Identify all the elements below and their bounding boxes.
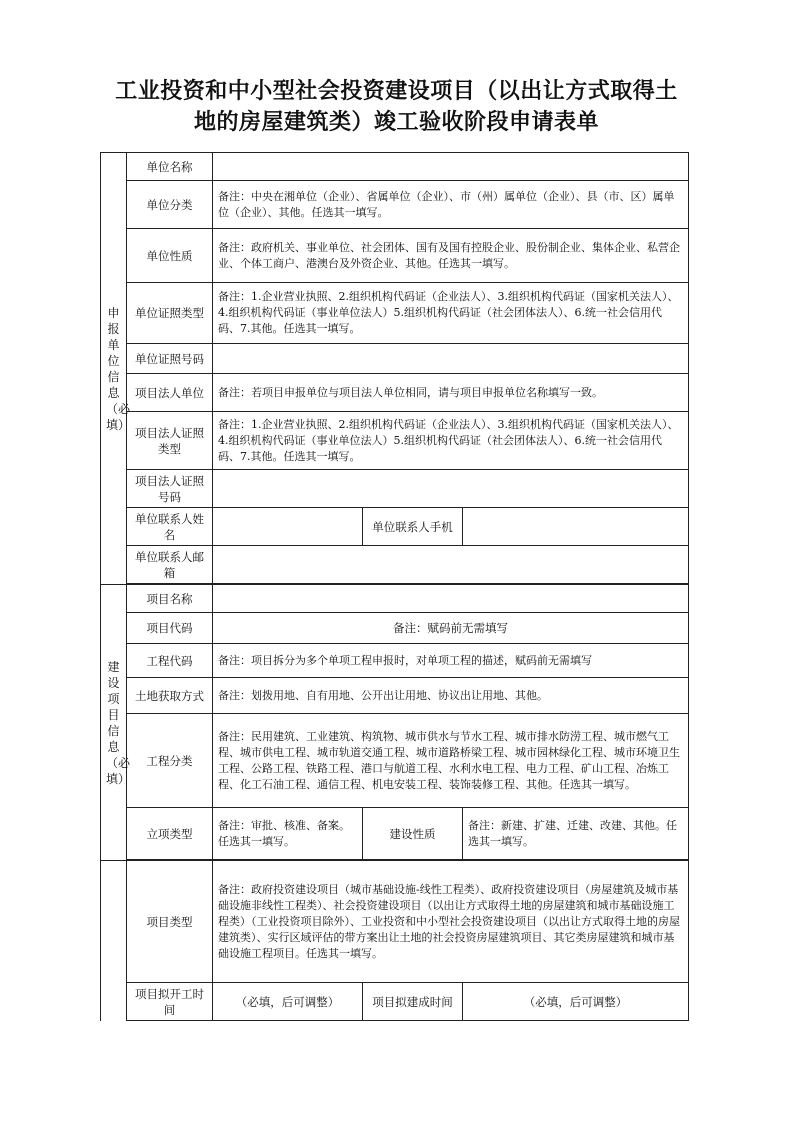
field-contact-email[interactable]: [213, 546, 689, 584]
row-unit-cert-type: [101, 283, 689, 344]
label-land-method: 土地获取方式: [127, 678, 213, 714]
field-engineering-category[interactable]: 备注：民用建筑、工业建筑、构筑物、城市供水与节水工程、城市排水防涝工程、城市燃气工程、城市供电工程、城市轨道交通工程、城市道路桥梁工程、城市园林绿化工程、城市环境卫生工程、公路工程、铁路工程、港口与航道工程、水利水电工程、电力工程、矿山工程、冶炼工程、化工石油工程、通信工程、机电安装工程、装饰装修工程、其他。任选其一填写。: [213, 714, 689, 808]
field-planned-start[interactable]: （必填，后可调整）: [213, 983, 363, 1021]
field-engineering-code[interactable]: 备注：项目拆分为多个单项工程申报时，对单项工程的描述，赋码前无需填写: [213, 644, 689, 678]
field-unit-cert-type[interactable]: 备注：1.企业营业执照、2.组织机构代码证（企业法人）、3.组织机构代码证（国家机关法人）、4.组织机构代码证（事业单位法人）5.组织机构代码证（社会团体法人）、6.统一社会信用代码、7.其他。任选其一填写。: [213, 283, 689, 344]
row-land-method: [101, 678, 689, 714]
label-planned-start: 项目拟开工时间: [127, 983, 213, 1021]
application-form-table: [100, 152, 689, 1021]
label-contact-phone: 单位联系人手机: [363, 508, 463, 546]
row-project-type: [101, 861, 689, 983]
row-project-name: [101, 585, 689, 613]
field-construction-nature[interactable]: 备注：新建、扩建、迁建、改建、其他。任选其一填写。: [463, 808, 689, 860]
field-unit-nature[interactable]: 备注：政府机关、事业单位、社会团体、国有及国有控股企业、股份制企业、集体企业、私营企业、个体工商户、港澳台及外资企业、其他。任选其一填写。: [213, 229, 689, 283]
row-legal-cert-no: [101, 470, 689, 508]
row-project-code: [101, 613, 689, 644]
row-legal-unit: [101, 374, 689, 412]
label-unit-cert-type: 单位证照类型: [127, 283, 213, 344]
group-label-blank: [101, 861, 127, 1021]
label-project-name: 项目名称: [127, 585, 213, 613]
row-contact: [101, 508, 689, 546]
title-line-1: 工业投资和中小型社会投资建设项目（以出让方式取得土: [115, 79, 678, 104]
label-contact-name: 单位联系人姓名: [127, 508, 213, 546]
label-unit-category: 单位分类: [127, 181, 213, 229]
row-engineering-category: [101, 714, 689, 808]
label-engineering-category: 工程分类: [127, 714, 213, 808]
row-engineering-code: [101, 644, 689, 678]
field-land-method[interactable]: 备注：划拨用地、自有用地、公开出让用地、协议出让用地、其他。: [213, 678, 689, 714]
label-legal-cert-type: 项目法人证照类型: [127, 412, 213, 470]
group-label-applicant: 申报单位信息（必填）: [101, 153, 127, 585]
field-planned-finish[interactable]: （必填，后可调整）: [463, 983, 689, 1021]
field-unit-category[interactable]: 备注：中央在湘单位（企业）、省属单位（企业）、市（州）属单位（企业）、县（市、区）属单位（企业）、其他。任选其一填写。: [213, 181, 689, 229]
label-planned-finish: 项目拟建成时间: [363, 983, 463, 1021]
row-schedule: [101, 983, 689, 1021]
field-legal-cert-no[interactable]: [213, 470, 689, 508]
row-approval-nature: [101, 808, 689, 860]
row-unit-name: [101, 153, 689, 181]
label-engineering-code: 工程代码: [127, 644, 213, 678]
field-legal-unit[interactable]: 备注：若项目申报单位与项目法人单位相同，请与项目申报单位名称填写一致。: [213, 374, 689, 412]
label-unit-nature: 单位性质: [127, 229, 213, 283]
row-legal-cert-type: [101, 412, 689, 470]
label-contact-email: 单位联系人邮箱: [127, 546, 213, 584]
field-project-code[interactable]: 备注：赋码前无需填写: [213, 613, 689, 644]
row-unit-cert-no: [101, 344, 689, 374]
field-legal-cert-type[interactable]: 备注：1.企业营业执照、2.组织机构代码证（企业法人）、3.组织机构代码证（国家机关法人）、4.组织机构代码证（事业单位法人）5.组织机构代码证（社会团体法人）、6.统一社会信用代码、7.其他。任选其一填写。: [213, 412, 689, 470]
label-legal-unit: 项目法人单位: [127, 374, 213, 412]
label-unit-name: 单位名称: [127, 153, 213, 181]
row-contact-email: [101, 546, 689, 584]
field-contact-phone[interactable]: [463, 508, 689, 546]
row-unit-category: [101, 181, 689, 229]
field-project-type[interactable]: 备注：政府投资建设项目（城市基础设施-线性工程类）、政府投资建设项目（房屋建筑及城市基础设施非线性工程类）、社会投资建设项目（以出让方式取得土地的房屋建筑和城市基础设施工程类）（工业投资项目除外）、工业投资和中小型社会投资建设项目（以出让方式取得土地的房屋建筑类）、实行区域评估的带方案出让土地的社会投资房屋建筑项目、其它类房屋建筑和城市基础设施工程项目。任选其一填写。: [213, 861, 689, 983]
group-label-project: 建设项目信息（必填）: [101, 585, 127, 861]
label-legal-cert-no: 项目法人证照号码: [127, 470, 213, 508]
label-approval-type: 立项类型: [127, 808, 213, 860]
field-project-name[interactable]: [213, 585, 689, 613]
label-project-code: 项目代码: [127, 613, 213, 644]
field-unit-name[interactable]: [213, 153, 689, 181]
row-unit-nature: [101, 229, 689, 283]
label-project-type: 项目类型: [127, 861, 213, 983]
page-title: [0, 76, 793, 138]
label-construction-nature: 建设性质: [363, 808, 463, 860]
field-contact-name[interactable]: [213, 508, 363, 546]
field-unit-cert-no[interactable]: [213, 344, 689, 374]
field-approval-type[interactable]: 备注：审批、核准、备案。任选其一填写。: [213, 808, 363, 860]
label-unit-cert-no: 单位证照号码: [127, 344, 213, 374]
title-line-2: 地的房屋建筑类）竣工验收阶段申请表单: [193, 110, 599, 135]
